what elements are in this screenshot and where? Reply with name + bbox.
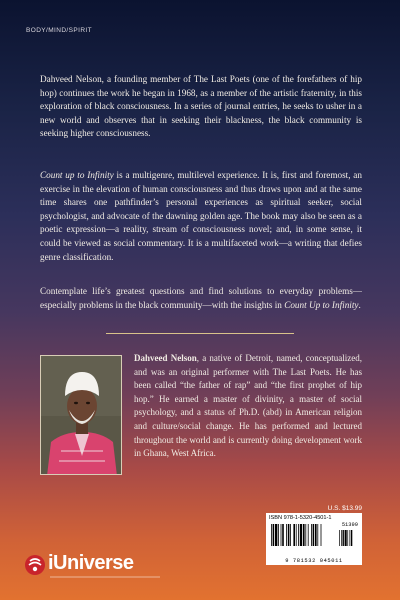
description-paragraph-2 — [40, 169, 362, 264]
barcode-digits: 9 781532 045011 — [285, 558, 343, 564]
paragraph-2-text: is a multigenre, multilevel experience. It is, first and foremost, an exercise in the elevation of human consciousness and thus draws upon and at the same time shares one pathfinder’s personal experiences as spiritual seeker, social psychologist, and advocate of the dawning golden age. The book may also be seen as a poetic expression—a reality, stream of consciousness novel; and, in some sense, it could be viewed as social commentary. It is a multifaceted work—a writing that defies genre classification. — [40, 170, 362, 262]
barcode-bars — [269, 522, 359, 552]
barcode-addon-digits: 51399 — [341, 522, 358, 528]
gold-divider — [106, 333, 294, 334]
author-name: Dahveed Nelson — [134, 353, 197, 363]
author-bio — [134, 352, 362, 461]
publisher-logo — [24, 552, 164, 580]
publisher-tagline-strip — [50, 576, 160, 578]
barcode — [266, 513, 362, 565]
iuniverse-logo-icon — [24, 554, 46, 576]
author-bio-text: , a native of Detroit, named, conceptualized, and was an original performer with The Last Poets. He has been called “the father of rap” and “the first prophet of hip hop.” He earned a master of divinity, a master of social psychology, and a status of Ph.D. (abd) in American religion and culture/social change. He has performed and lectured throughout the world and is currently doing development work in Ghana, West Africa. — [134, 353, 362, 459]
paragraph-3-text: Contemplate life’s greatest questions and find solutions to everyday problems—especially problems in the black community—with the insights in — [40, 286, 362, 310]
category-label: BODY/MIND/SPIRIT — [26, 27, 92, 34]
isbn-text: ISBN 978-1-5320-4501-1 — [269, 515, 332, 521]
paragraph-3-end: . — [358, 299, 361, 310]
publisher-name: iUniverse — [48, 552, 134, 574]
book-title-italic: Count up to Infinity — [40, 170, 114, 180]
description-paragraph-3 — [40, 285, 362, 312]
book-title-italic-2: Count Up to Infinity — [284, 299, 359, 310]
author-photo — [40, 355, 122, 475]
description-paragraph-1: Dahveed Nelson, a founding member of The Last Poets (one of the forefathers of hip hop) continues the work he began in 1968, as a member of the artistic fraternity, in this exploration of black consciousness. In a series of journal entries, he seeks to usher in a new world and observes that in seeking their blackness, the black community is seeking higher consciousness. — [40, 74, 362, 139]
author-portrait-illustration — [41, 356, 122, 475]
price-label: U.S. $13.99 — [327, 505, 362, 512]
